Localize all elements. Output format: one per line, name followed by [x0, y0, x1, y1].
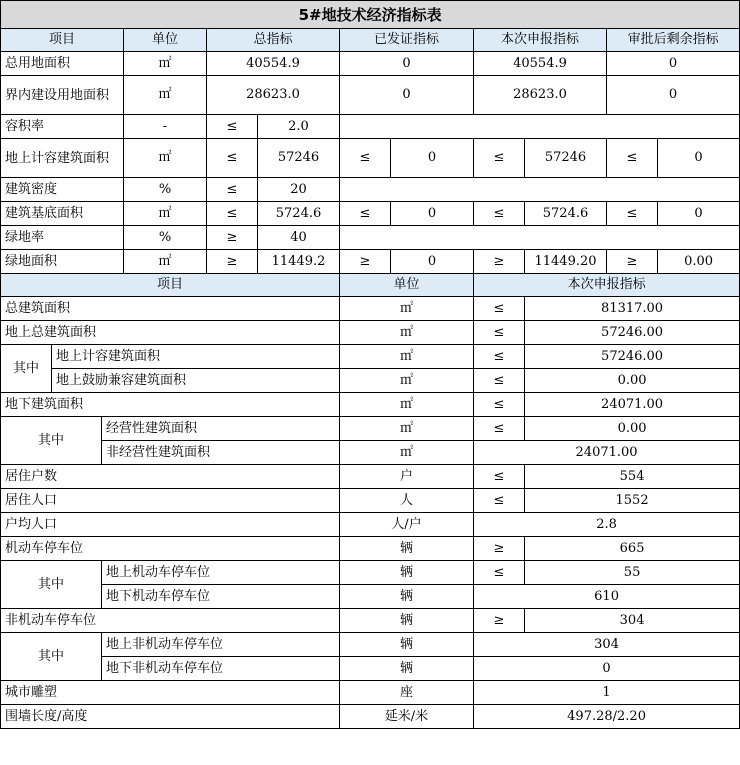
operator-cell: ≥: [474, 609, 525, 633]
header-remain: 审批后剩余指标: [607, 29, 740, 52]
total-operator: ≤: [207, 115, 258, 139]
apply-value: 28623.0: [474, 76, 607, 115]
remain-value: 0: [607, 52, 740, 76]
unit-cell: ㎡: [124, 250, 207, 274]
table-row: [1, 52, 740, 76]
total-value: 40554.9: [207, 52, 340, 76]
issued-operator: ≤: [340, 202, 391, 226]
among-label: 其中: [1, 345, 52, 393]
value-cell: 304: [525, 609, 740, 633]
table-row: [1, 513, 740, 537]
row-label: 机动车停车位: [1, 537, 340, 561]
operator-cell: ≤: [474, 489, 525, 513]
header-item: 项目: [1, 274, 340, 297]
remain-value: 0: [607, 76, 740, 115]
apply-operator: ≥: [474, 250, 525, 274]
row-label: 建筑密度: [1, 178, 124, 202]
unit-cell: %: [124, 178, 207, 202]
issued-value: 0: [391, 202, 474, 226]
remain-value: 0.00: [658, 250, 740, 274]
table-row: [1, 465, 740, 489]
table-row: [1, 345, 740, 369]
row-label: 围墙长度/高度: [1, 705, 340, 729]
unit-cell: ㎡: [124, 52, 207, 76]
issued-value: 0: [391, 139, 474, 178]
header-issued: 已发证指标: [340, 29, 474, 52]
table-row: [1, 178, 740, 202]
row-label: 户均人口: [1, 513, 340, 537]
issued-operator: ≤: [340, 139, 391, 178]
row-label: 地上鼓励兼容建筑面积: [52, 369, 340, 393]
among-label: 其中: [1, 417, 102, 465]
remain-operator: ≥: [607, 250, 658, 274]
unit-cell: ㎡: [340, 417, 474, 441]
row-label: 地上计容建筑面积: [52, 345, 340, 369]
table-title-row: [1, 1, 740, 29]
operator-cell: ≤: [474, 417, 525, 441]
unit-cell: 座: [340, 681, 474, 705]
operator-cell: ≤: [474, 465, 525, 489]
among-label: 其中: [1, 561, 102, 609]
table-row: [1, 321, 740, 345]
value-cell: 1: [474, 681, 740, 705]
total-operator: ≤: [207, 202, 258, 226]
table-row: [1, 537, 740, 561]
header-apply: 本次申报指标: [474, 29, 607, 52]
value-cell: 665: [525, 537, 740, 561]
empty-cell: [340, 226, 740, 250]
table-row: [1, 705, 740, 729]
value-cell: 57246.00: [525, 345, 740, 369]
total-value: 28623.0: [207, 76, 340, 115]
table-row: [1, 633, 740, 657]
value-cell: 0.00: [525, 369, 740, 393]
total-operator: ≤: [207, 178, 258, 202]
table-row: [1, 417, 740, 441]
unit-cell: 延米/米: [340, 705, 474, 729]
apply-value: 5724.6: [525, 202, 607, 226]
unit-cell: ㎡: [340, 297, 474, 321]
row-label: 地上总建筑面积: [1, 321, 340, 345]
total-value: 20: [258, 178, 340, 202]
value-cell: 24071.00: [525, 393, 740, 417]
operator-cell: ≤: [474, 321, 525, 345]
unit-cell: ㎡: [124, 139, 207, 178]
row-label: 地上机动车停车位: [102, 561, 340, 585]
row-label: 居住户数: [1, 465, 340, 489]
value-cell: 0: [474, 657, 740, 681]
value-cell: 81317.00: [525, 297, 740, 321]
row-label: 地上非机动车停车位: [102, 633, 340, 657]
total-operator: ≥: [207, 226, 258, 250]
apply-value: 11449.20: [525, 250, 607, 274]
table-row: [1, 609, 740, 633]
value-cell: 610: [474, 585, 740, 609]
row-label: 总建筑面积: [1, 297, 340, 321]
table-row: [1, 489, 740, 513]
table-row: [1, 202, 740, 226]
table-row: [1, 393, 740, 417]
table-row: [1, 561, 740, 585]
issued-value: 0: [391, 250, 474, 274]
table-row: [1, 369, 740, 393]
table-row: [1, 297, 740, 321]
total-value: 2.0: [258, 115, 340, 139]
table-row: [1, 585, 740, 609]
remain-value: 0: [658, 202, 740, 226]
among-label: 其中: [1, 633, 102, 681]
remain-operator: ≤: [607, 139, 658, 178]
row-label: 绿地率: [1, 226, 124, 250]
value-cell: 57246.00: [525, 321, 740, 345]
unit-cell: ㎡: [340, 369, 474, 393]
value-cell: 497.28/2.20: [474, 705, 740, 729]
table-row: [1, 226, 740, 250]
row-label: 地下机动车停车位: [102, 585, 340, 609]
total-value: 5724.6: [258, 202, 340, 226]
unit-cell: 辆: [340, 609, 474, 633]
row-label: 地下非机动车停车位: [102, 657, 340, 681]
header-item: 项目: [1, 29, 124, 52]
table-row: [1, 115, 740, 139]
row-label: 经营性建筑面积: [102, 417, 340, 441]
unit-cell: 人/户: [340, 513, 474, 537]
operator-cell: ≤: [474, 393, 525, 417]
unit-cell: 户: [340, 465, 474, 489]
operator-cell: ≤: [474, 345, 525, 369]
value-cell: 1552: [525, 489, 740, 513]
value-cell: 554: [525, 465, 740, 489]
issued-value: 0: [340, 52, 474, 76]
unit-cell: -: [124, 115, 207, 139]
apply-value: 57246: [525, 139, 607, 178]
row-label: 非经营性建筑面积: [102, 441, 340, 465]
unit-cell: 辆: [340, 633, 474, 657]
top-header-row: [1, 29, 740, 52]
issued-operator: ≥: [340, 250, 391, 274]
empty-cell: [340, 115, 740, 139]
row-label: 居住人口: [1, 489, 340, 513]
unit-cell: ㎡: [340, 441, 474, 465]
total-value: 40: [258, 226, 340, 250]
total-value: 11449.2: [258, 250, 340, 274]
table-row: [1, 139, 740, 178]
header-total: 总指标: [207, 29, 340, 52]
remain-value: 0: [658, 139, 740, 178]
row-label: 建筑基底面积: [1, 202, 124, 226]
apply-operator: ≤: [474, 202, 525, 226]
row-label: 地下建筑面积: [1, 393, 340, 417]
value-cell: 55: [525, 561, 740, 585]
header-unit: 单位: [340, 274, 474, 297]
header-unit: 单位: [124, 29, 207, 52]
row-label: 界内建设用地面积: [1, 76, 124, 115]
operator-cell: ≤: [474, 297, 525, 321]
total-operator: ≥: [207, 250, 258, 274]
unit-cell: 辆: [340, 657, 474, 681]
row-label: 城市雕塑: [1, 681, 340, 705]
table-row: [1, 250, 740, 274]
unit-cell: ㎡: [340, 321, 474, 345]
row-label: 非机动车停车位: [1, 609, 340, 633]
apply-value: 40554.9: [474, 52, 607, 76]
row-label: 绿地面积: [1, 250, 124, 274]
unit-cell: ㎡: [340, 393, 474, 417]
row-label: 地上计容建筑面积: [1, 139, 124, 178]
unit-cell: 辆: [340, 585, 474, 609]
unit-cell: %: [124, 226, 207, 250]
header-apply: 本次申报指标: [474, 274, 740, 297]
value-cell: 2.8: [474, 513, 740, 537]
table-row: [1, 76, 740, 115]
total-value: 57246: [258, 139, 340, 178]
value-cell: 304: [474, 633, 740, 657]
row-label: 容积率: [1, 115, 124, 139]
bottom-header-row: [1, 274, 740, 297]
unit-cell: ㎡: [124, 76, 207, 115]
unit-cell: ㎡: [124, 202, 207, 226]
table-row: [1, 657, 740, 681]
value-cell: 0.00: [525, 417, 740, 441]
table-title: 5#地技术经济指标表: [1, 1, 740, 29]
issued-value: 0: [340, 76, 474, 115]
operator-cell: ≤: [474, 369, 525, 393]
table-row: [1, 681, 740, 705]
empty-cell: [340, 178, 740, 202]
apply-operator: ≤: [474, 139, 525, 178]
unit-cell: 人: [340, 489, 474, 513]
operator-cell: ≥: [474, 537, 525, 561]
operator-cell: ≤: [474, 561, 525, 585]
table-row: [1, 441, 740, 465]
value-cell: 24071.00: [474, 441, 740, 465]
total-operator: ≤: [207, 139, 258, 178]
remain-operator: ≤: [607, 202, 658, 226]
row-label: 总用地面积: [1, 52, 124, 76]
unit-cell: ㎡: [340, 345, 474, 369]
unit-cell: 辆: [340, 561, 474, 585]
unit-cell: 辆: [340, 537, 474, 561]
